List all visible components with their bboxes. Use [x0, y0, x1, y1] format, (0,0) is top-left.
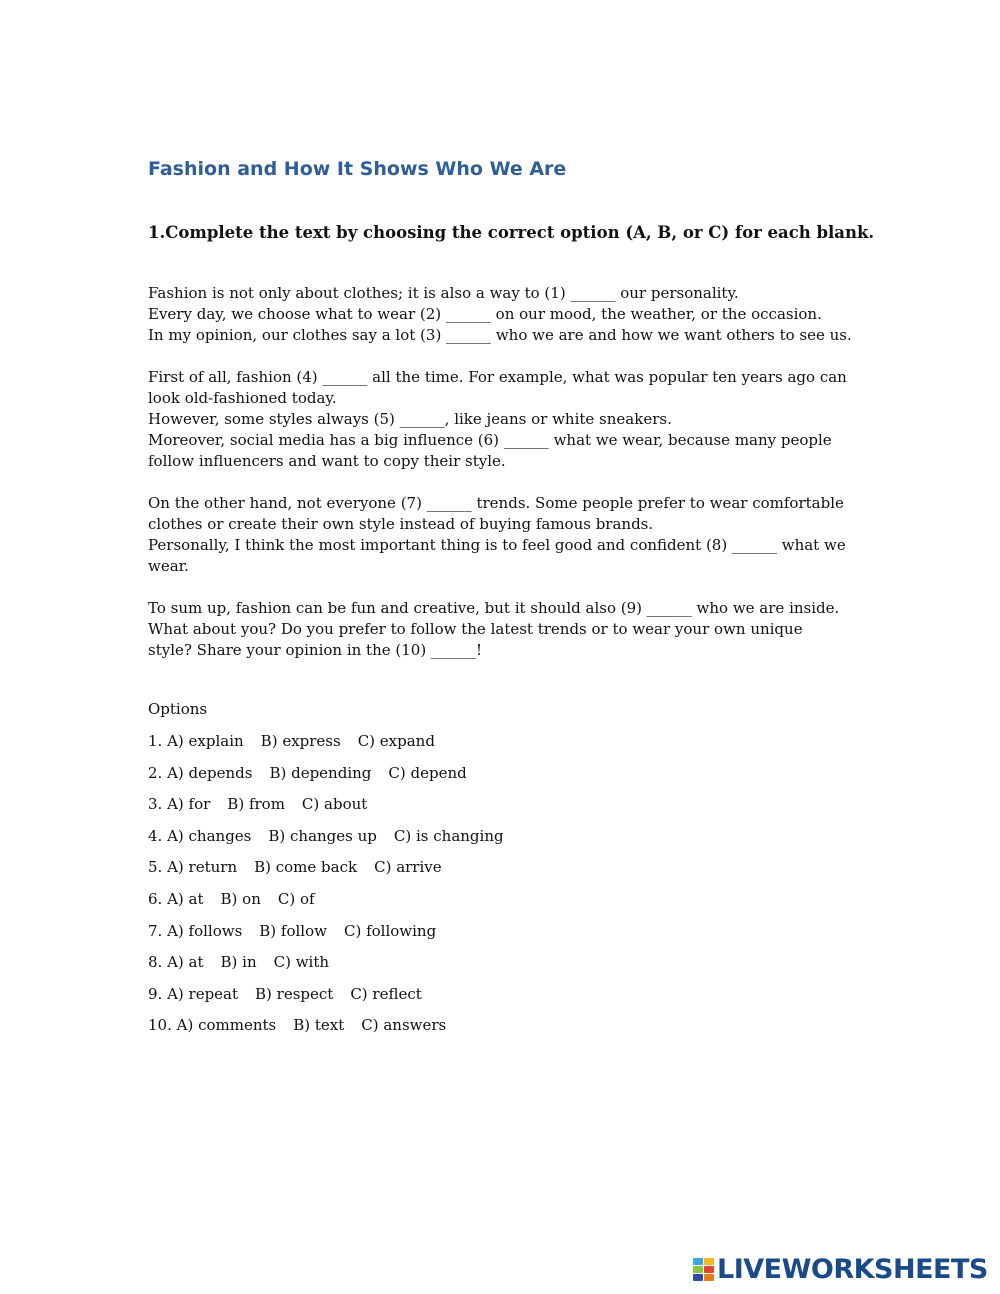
option-c[interactable]: C) of	[277, 889, 315, 908]
liveworksheets-blocks-icon	[693, 1258, 714, 1281]
option-b[interactable]: B) follow	[259, 921, 327, 940]
option-b[interactable]: B) express	[260, 732, 341, 750]
logo-block	[704, 1266, 714, 1273]
option-row-3	[148, 794, 521, 826]
option-row-2	[148, 763, 521, 795]
passage-line: To sum up, fashion can be fun and creative, but it should also (9) ______ who we are inside.	[148, 599, 840, 617]
logo-block	[693, 1274, 703, 1281]
exercise-instruction: 1.Complete the text by choosing the correct option (A, B, or C) for each blank.	[148, 223, 875, 242]
options-list	[148, 731, 521, 1047]
passage-line: Personally, I think the most important thing is to feel good and confident (8) ______ what we	[148, 536, 846, 554]
logo-block	[693, 1266, 703, 1273]
option-b[interactable]: B) text	[293, 1016, 345, 1035]
option-c[interactable]: C) following	[343, 921, 437, 940]
option-c[interactable]: C) answers	[361, 1016, 447, 1035]
option-row-8	[148, 952, 521, 984]
option-row-4	[148, 826, 521, 858]
option-a[interactable]: 8. A) at	[148, 953, 204, 972]
passage-paragraph	[148, 493, 858, 577]
passage-line: style? Share your opinion in the (10) ______!	[148, 641, 482, 659]
passage-line: First of all, fashion (4) ______ all the time. For example, what was popular ten years ago can	[148, 368, 847, 386]
passage-line: clothes or create their own style instead of buying famous brands.	[148, 515, 654, 533]
option-b[interactable]: B) on	[220, 889, 261, 908]
passage-paragraph	[148, 367, 858, 472]
passage-line: Fashion is not only about clothes; it is also a way to (1) ______ our personality.	[148, 284, 739, 302]
passage-line: What about you? Do you prefer to follow the latest trends or to wear your own unique	[148, 620, 803, 638]
logo-block	[704, 1274, 714, 1281]
option-b[interactable]: B) depending	[269, 763, 372, 782]
option-c[interactable]: C) arrive	[374, 858, 442, 877]
reading-passage	[148, 283, 858, 682]
option-a[interactable]: 1. A) explain	[148, 732, 244, 750]
option-row-5	[148, 857, 521, 889]
options-heading: Options	[148, 700, 208, 718]
option-row-9	[148, 984, 521, 1016]
option-a[interactable]: 7. A) follows	[148, 921, 243, 940]
option-a[interactable]: 3. A) for	[148, 795, 211, 814]
liveworksheets-logo[interactable]	[693, 1254, 988, 1284]
passage-line: Every day, we choose what to wear (2) ______ on our mood, the weather, or the occasion.	[148, 305, 822, 323]
option-row-10	[148, 1015, 521, 1047]
option-a[interactable]: 9. A) repeat	[148, 984, 239, 1003]
page-title: Fashion and How It Shows Who We Are	[148, 158, 567, 180]
passage-line: On the other hand, not everyone (7) ______ trends. Some people prefer to wear comfortable	[148, 494, 844, 512]
option-c[interactable]: C) with	[273, 953, 330, 972]
logo-block	[693, 1258, 703, 1265]
option-a[interactable]: 2. A) depends	[148, 763, 253, 782]
option-b[interactable]: B) come back	[254, 858, 358, 877]
option-c[interactable]: C) expand	[357, 732, 435, 750]
logo-block	[704, 1258, 714, 1265]
passage-line: wear.	[148, 557, 189, 575]
option-c[interactable]: C) depend	[388, 763, 467, 782]
option-row-6	[148, 889, 521, 921]
option-a[interactable]: 5. A) return	[148, 858, 238, 877]
option-b[interactable]: B) respect	[255, 984, 334, 1003]
option-c[interactable]: C) is changing	[393, 826, 504, 845]
option-a[interactable]: 6. A) at	[148, 889, 204, 908]
passage-line: In my opinion, our clothes say a lot (3) ______ who we are and how we want others to see us.	[148, 326, 852, 344]
passage-paragraph	[148, 283, 858, 346]
option-a[interactable]: 10. A) comments	[148, 1016, 277, 1035]
option-b[interactable]: B) changes up	[268, 826, 377, 845]
option-c[interactable]: C) reflect	[350, 984, 422, 1003]
logo-text: LIVEWORKSHEETS	[717, 1253, 988, 1285]
option-row-1	[148, 731, 521, 763]
option-a[interactable]: 4. A) changes	[148, 826, 252, 845]
option-row-7	[148, 921, 521, 953]
option-b[interactable]: B) in	[220, 953, 257, 972]
passage-paragraph	[148, 598, 858, 661]
option-c[interactable]: C) about	[301, 795, 368, 814]
passage-line: look old-fashioned today.	[148, 389, 337, 407]
option-b[interactable]: B) from	[227, 795, 285, 814]
passage-line: Moreover, social media has a big influence (6) ______ what we wear, because many people	[148, 431, 832, 449]
passage-line: However, some styles always (5) ______, like jeans or white sneakers.	[148, 410, 672, 428]
passage-line: follow influencers and want to copy their style.	[148, 452, 506, 470]
